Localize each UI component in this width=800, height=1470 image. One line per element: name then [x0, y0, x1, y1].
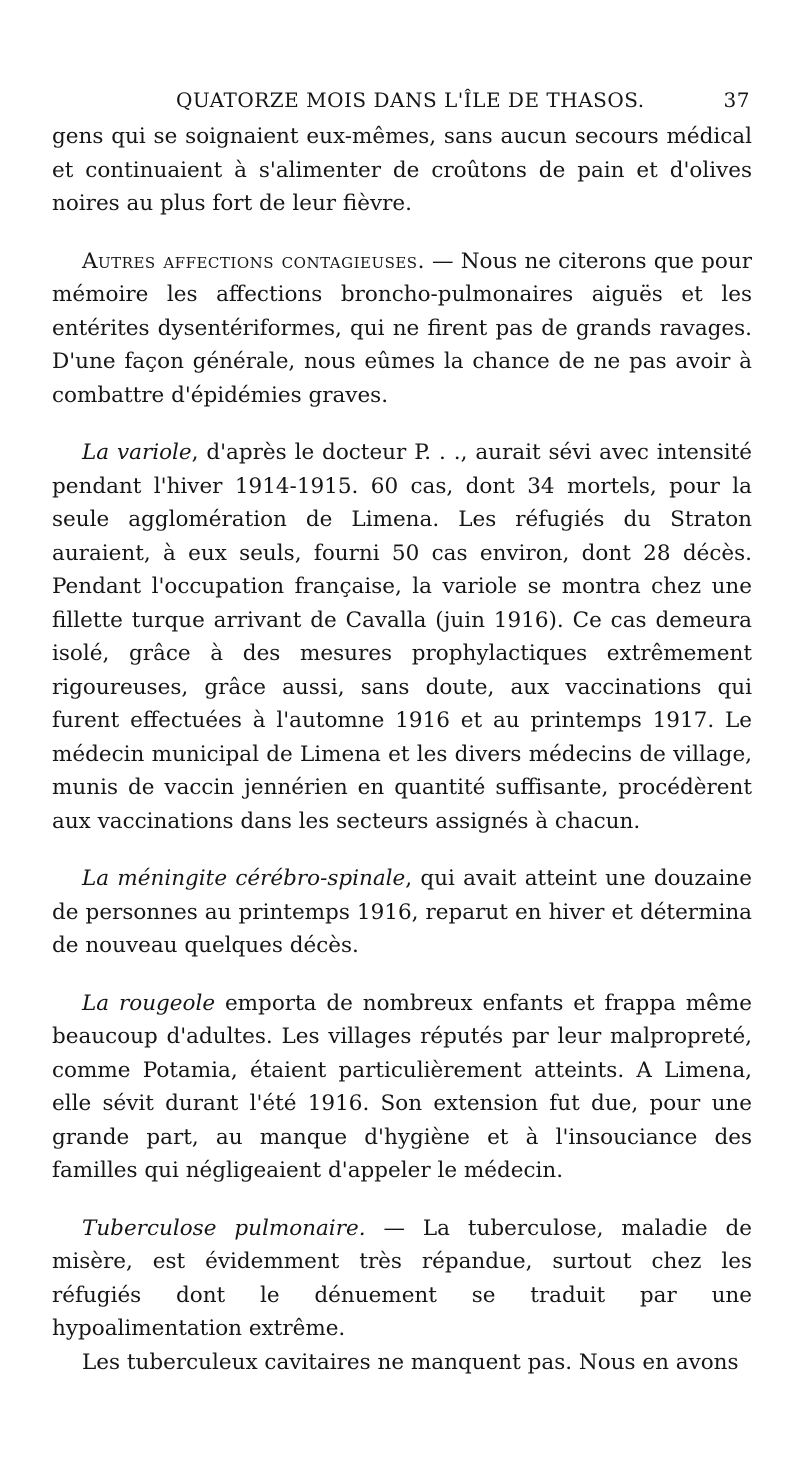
paragraph-meningite [52, 862, 752, 963]
paragraph-tuberculose [52, 1212, 752, 1346]
paragraph-rougeole [52, 987, 752, 1188]
term-meningite: La méningite cérébro-spinale [82, 866, 406, 891]
paragraph-body: , d'après le docteur P. . ., aurait sévi avec intensité pendant l'hiver 1914-1915. 60 cas, dont 34 mortels, pour la seule agglomération de Limena. Les réfugiés du Straton auraient, à eux seuls, fourni 50 cas environ, dont 28 décès. Pendant l'occupation française, la variole se montra chez une fillette turque arrivant de Cavalla (juin 1916). Ce cas demeura isolé, grâce à des mesures prophylactiques extrêmement rigoureuses, grâce aussi, sans doute, aux vaccinations qui furent effectuées à l'automne 1916 et au printemps 1917. Le médecin municipal de Limena et les divers médecins de village, munis de vaccin jennérien en quantité suffisante, procédèrent aux vaccinations dans les secteurs assignés à chacun. [52, 440, 752, 834]
running-head [52, 84, 752, 120]
term-tuberculose: Tuberculose pulmonaire. [82, 1215, 366, 1241]
page-number: 37 [723, 88, 750, 112]
paragraph-continuation: gens qui se soignaient eux-mêmes, sans aucun secours médical et continuaient à s'alimenter de croûtons de pain et d'olives noires au plus fort de leur fièvre. [52, 124, 752, 216]
paragraph-body: Nous ne citerons que pour mémoire les affections broncho-pulmonaires aiguës et les entérites dysentériformes, qui ne firent pas de grands ravages. D'une façon générale, nous eûmes la chance de ne pas avoir à combattre d'épidémies graves. [52, 248, 752, 408]
section-heading-other-affections: Autres affections contagieuses. [82, 248, 425, 274]
heading-dash: — [424, 248, 461, 274]
paragraph-body: , qui avait atteint une douzaine de personnes au printemps 1916, reparut en hiver et détermina de nouveau quelques décès. [52, 866, 752, 958]
book-page [52, 84, 752, 1379]
running-head-title: QUATORZE MOIS DANS L'ÎLE DE THASOS. [176, 88, 645, 112]
paragraph-variole [52, 436, 752, 838]
paragraph-tuberculeux: Les tuberculeux cavitaires ne manquent pas. Nous en avons [82, 1349, 739, 1375]
paragraph-body: — La tuberculose, maladie de misère, est évidemment très répandue, surtout chez les réfugiés dont le dénuement se traduit par une hypoalimentation extrême. [52, 1215, 752, 1341]
paragraph-other-affections [52, 245, 752, 413]
term-rougeole: La rougeole [82, 990, 216, 1016]
paragraph-body: emporta de nombreux enfants et frappa même beaucoup d'adultes. Les villages réputés par leur malpropreté, comme Potamia, étaient particulièrement atteints. A Limena, elle sévit durant l'été 1916. Son extension fut due, pour une grande part, au manque d'hygiène et à l'insouciance des familles qui négligeaient d'appeler le médecin. [52, 990, 752, 1183]
term-variole: La variole [82, 440, 192, 465]
